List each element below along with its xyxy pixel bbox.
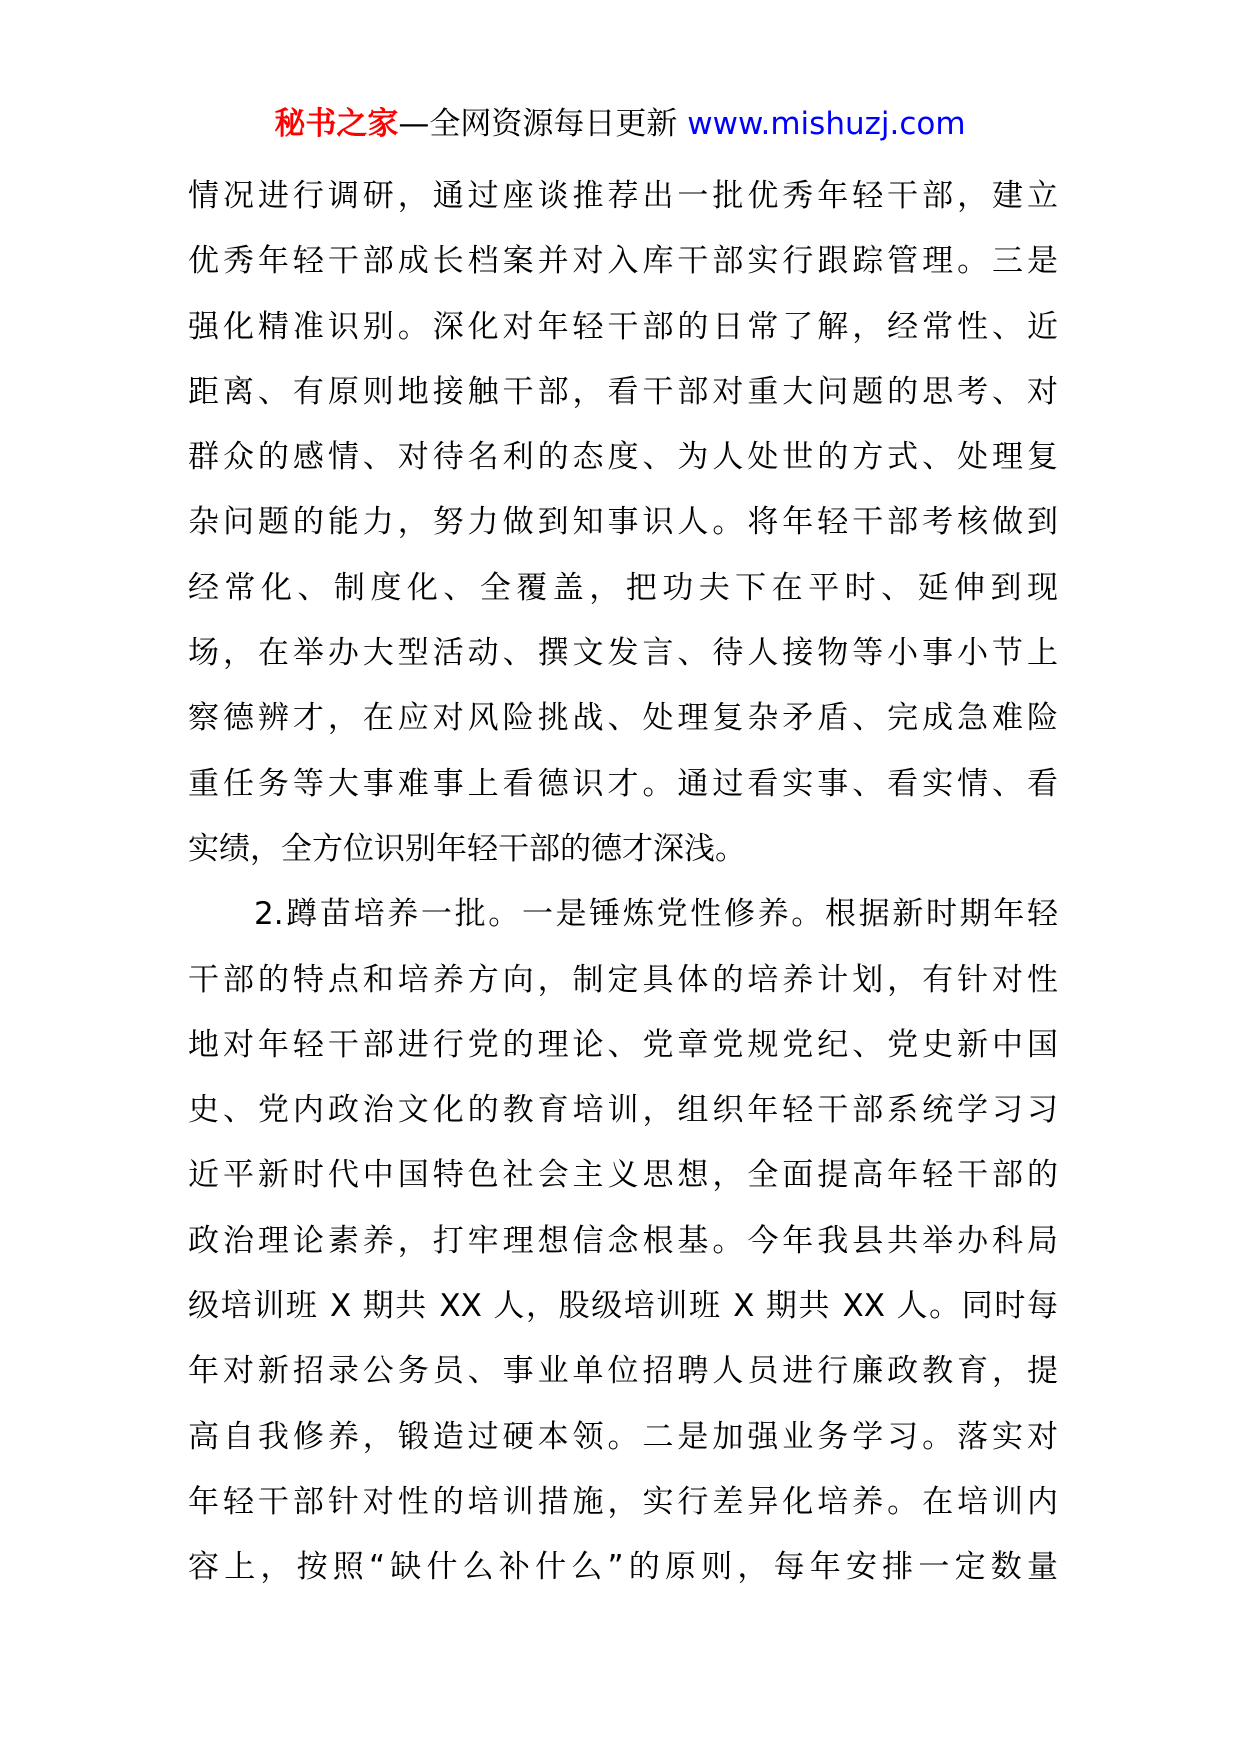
text-line: 距离、有原则地接触干部，看干部对重大问题的思考、对 bbox=[188, 373, 1058, 410]
text-line: 群众的感情、对待名利的态度、为人处世的方式、处理复 bbox=[188, 439, 1058, 476]
website-link[interactable]: www.mishuzj.com bbox=[687, 106, 966, 142]
text-line: 年对新招录公务员、事业单位招聘人员进行廉政教育，提 bbox=[188, 1353, 1058, 1390]
text-line: 容上，按照“缺什么补什么”的原则，每年安排一定数量 bbox=[188, 1549, 1058, 1586]
text-line: 杂问题的能力，努力做到知事识人。将年轻干部考核做到 bbox=[188, 504, 1058, 541]
brand-name: 秘书之家 bbox=[274, 106, 399, 142]
text-line: 强化精准识别。深化对年轻干部的日常了解，经常性、近 bbox=[188, 308, 1058, 345]
text-line: 地对年轻干部进行党的理论、党章党规党纪、党史新中国 bbox=[188, 1026, 1058, 1063]
text-line: 近平新时代中国特色社会主义思想，全面提高年轻干部的 bbox=[188, 1157, 1058, 1194]
text-line: 级培训班 X 期共 XX 人，股级培训班 X 期共 XX 人。同时每 bbox=[188, 1288, 1058, 1325]
text-line: 情况进行调研，通过座谈推荐出一批优秀年轻干部，建立 bbox=[188, 178, 1058, 214]
text-line: 优秀年轻干部成长档案并对入库干部实行跟踪管理。三是 bbox=[188, 243, 1058, 280]
text-line: 经常化、制度化、全覆盖，把功夫下在平时、延伸到现 bbox=[188, 569, 1058, 606]
document-body bbox=[188, 164, 1058, 1601]
text-line: 场，在举办大型活动、撰文发言、待人接物等小事小节上 bbox=[188, 635, 1058, 672]
text-line: 实绩，全方位识别年轻干部的德才深浅。 bbox=[188, 830, 746, 867]
page-header bbox=[0, 98, 1240, 150]
text-line: 史、党内政治文化的教育培训，组织年轻干部系统学习习 bbox=[188, 1092, 1058, 1129]
text-line: 年轻干部针对性的培训措施，实行差异化培养。在培训内 bbox=[188, 1483, 1058, 1520]
text-line: 高自我修养，锻造过硬本领。二是加强业务学习。落实对 bbox=[188, 1418, 1058, 1455]
header-tagline: —全网资源每日更新 bbox=[398, 106, 678, 142]
text-line: 察德辨才，在应对风险挑战、处理复杂矛盾、完成急难险 bbox=[188, 700, 1058, 737]
text-line: 干部的特点和培养方向，制定具体的培养计划，有针对性 bbox=[188, 961, 1058, 998]
text-line: 重任务等大事难事上看德识才。通过看实事、看实情、看 bbox=[188, 765, 1058, 802]
text-line: 政治理论素养，打牢理想信念根基。今年我县共举办科局 bbox=[188, 1222, 1058, 1259]
paragraph-heading-line: 2.蹲苗培养一批。一是锤炼党性修养。根据新时期年轻 bbox=[254, 896, 1058, 933]
